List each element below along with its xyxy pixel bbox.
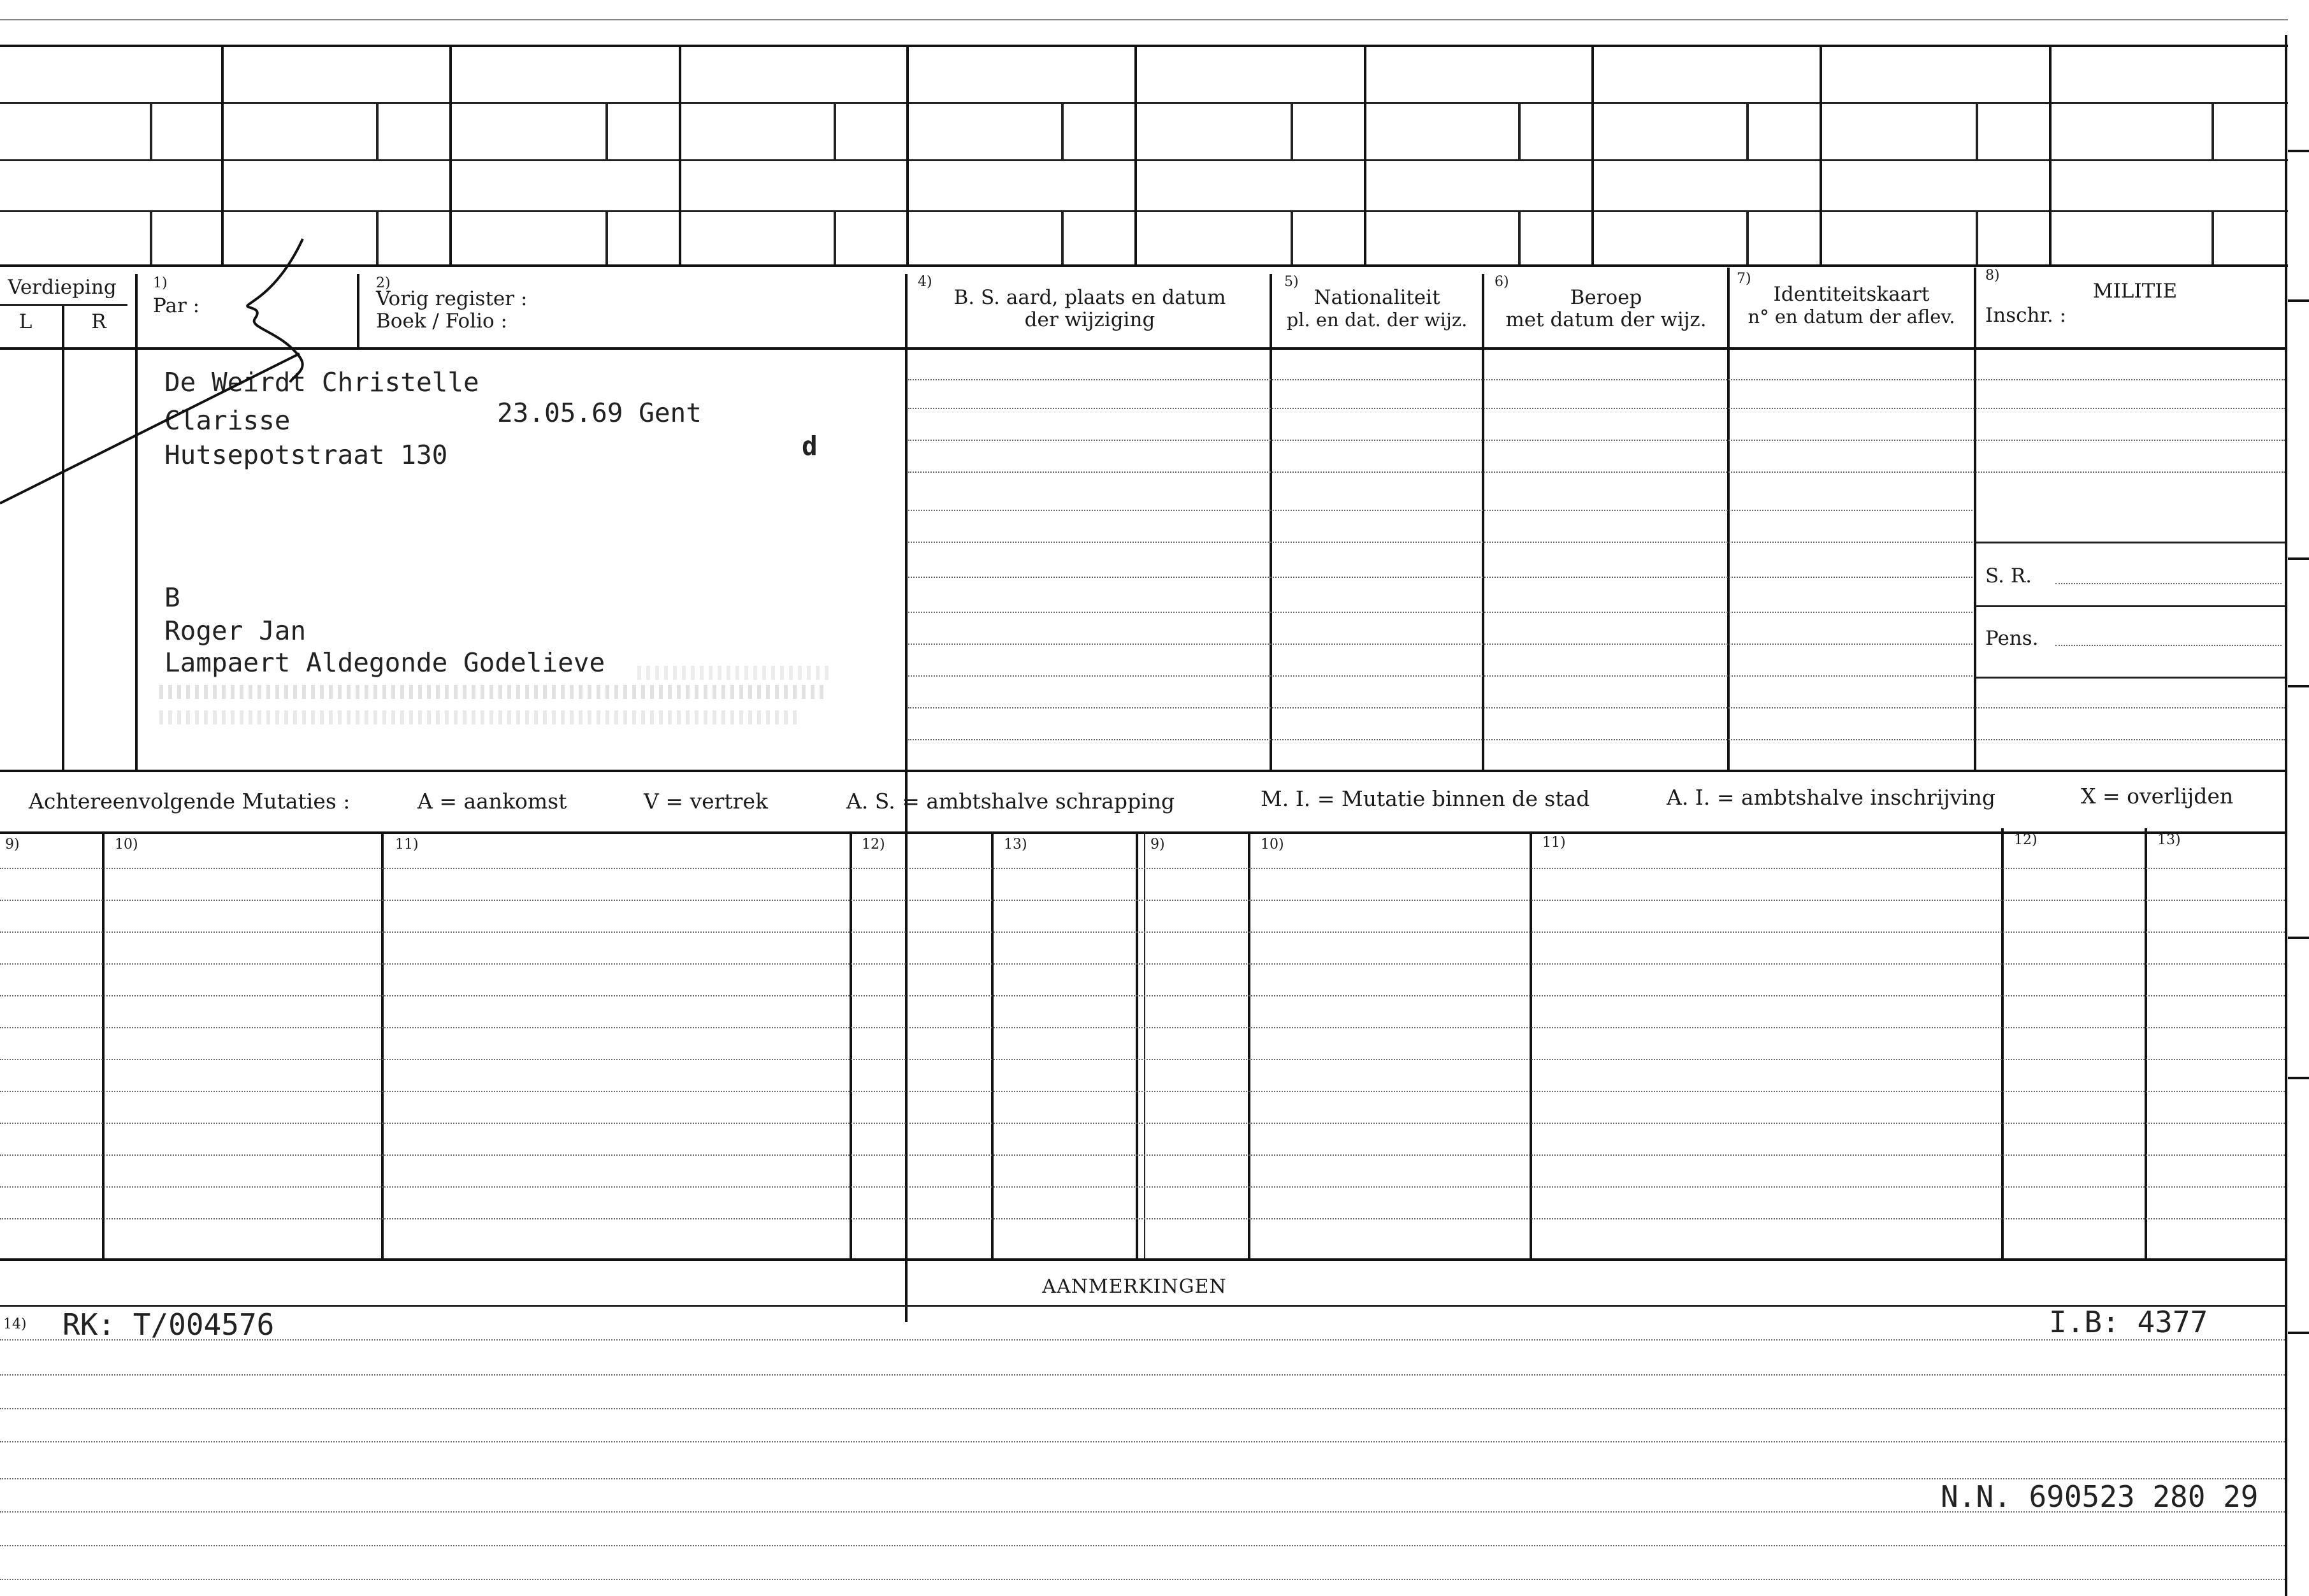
militie-sr-label: S. R. bbox=[1985, 564, 2032, 587]
col7-label-line2: n° en datum der aflev. bbox=[1748, 306, 1955, 327]
mut-left-col11: 11) bbox=[395, 837, 419, 852]
col5-label-line2: pl. en dat. der wijz. bbox=[1286, 309, 1468, 331]
remarks-nn: N.N. 690523 280 29 bbox=[1941, 1479, 2259, 1514]
mother-name: Lampaert Aldegonde Godelieve bbox=[164, 647, 605, 678]
col2-num: 2) bbox=[376, 275, 391, 291]
mut-right-col12: 12) bbox=[2014, 832, 2038, 848]
col4-label-line2: der wijziging bbox=[1024, 308, 1155, 331]
col1-num: 1) bbox=[153, 275, 168, 291]
col6-label-line2: met datum der wijz. bbox=[1505, 308, 1707, 331]
militie-title: MILITIE bbox=[2092, 280, 2178, 303]
col4-label-line1: B. S. aard, plaats en datum bbox=[953, 286, 1226, 309]
mut-right-col11: 11) bbox=[1542, 835, 1566, 851]
mut-left-col13: 13) bbox=[1004, 837, 1027, 852]
col2-label-line1: Vorig register : bbox=[376, 287, 528, 310]
person-name-line1: De Weirdt Christelle bbox=[164, 367, 479, 398]
col5-label-line1: Nationaliteit bbox=[1314, 286, 1440, 309]
verdieping-label: Verdieping bbox=[8, 276, 117, 299]
mutations-title: Achtereenvolgende Mutaties : bbox=[29, 789, 351, 814]
col7-num: 7) bbox=[1737, 271, 1751, 287]
mut-right-col13: 13) bbox=[2157, 832, 2181, 848]
col8-num: 8) bbox=[1985, 268, 2000, 284]
person-name-line2: Clarisse bbox=[164, 405, 291, 436]
col5-num: 5) bbox=[1284, 274, 1299, 290]
legend-x: X = overlijden bbox=[2081, 784, 2234, 809]
col2-label-line2: Boek / Folio : bbox=[376, 310, 507, 333]
verdieping-r-label: R bbox=[91, 310, 106, 333]
col1-par-label: Par : bbox=[153, 294, 200, 317]
militie-pens-label: Pens. bbox=[1985, 627, 2039, 650]
mut-left-col9: 9) bbox=[5, 837, 20, 852]
person-birth: 23.05.69 Gent bbox=[497, 398, 702, 428]
person-address: Hutsepotstraat 130 bbox=[164, 440, 448, 470]
mut-left-col12: 12) bbox=[862, 837, 885, 852]
militie-inschr-label: Inschr. : bbox=[1985, 304, 2067, 327]
mut-left-col10: 10) bbox=[115, 837, 138, 852]
legend-v: V = vertrek bbox=[644, 789, 768, 814]
col6-num: 6) bbox=[1495, 274, 1509, 290]
legend-a: A = aankomst bbox=[417, 789, 567, 814]
verdieping-l-label: L bbox=[18, 310, 33, 333]
parent-marker: B bbox=[164, 582, 180, 613]
father-name: Roger Jan bbox=[164, 615, 307, 646]
remarks-num: 14) bbox=[3, 1316, 27, 1332]
col6-label-line1: Beroep bbox=[1570, 286, 1642, 309]
mut-right-col9: 9) bbox=[1150, 837, 1165, 852]
col4-num: 4) bbox=[918, 274, 932, 290]
person-marker: d bbox=[802, 431, 818, 461]
legend-ai: A. I. = ambtshalve inschrijving bbox=[1667, 785, 1996, 810]
remarks-title: AANMERKINGEN bbox=[1042, 1276, 1227, 1298]
col7-label-line1: Identiteitskaart bbox=[1773, 283, 1930, 306]
legend-as: A. S. = ambtshalve schrapping bbox=[846, 789, 1175, 814]
mut-right-col10: 10) bbox=[1261, 837, 1284, 852]
legend-mi: M. I. = Mutatie binnen de stad bbox=[1261, 786, 1590, 811]
remarks-ib: I.B: 4377 bbox=[2049, 1305, 2208, 1339]
remarks-rk: RK: T/004576 bbox=[62, 1307, 275, 1342]
